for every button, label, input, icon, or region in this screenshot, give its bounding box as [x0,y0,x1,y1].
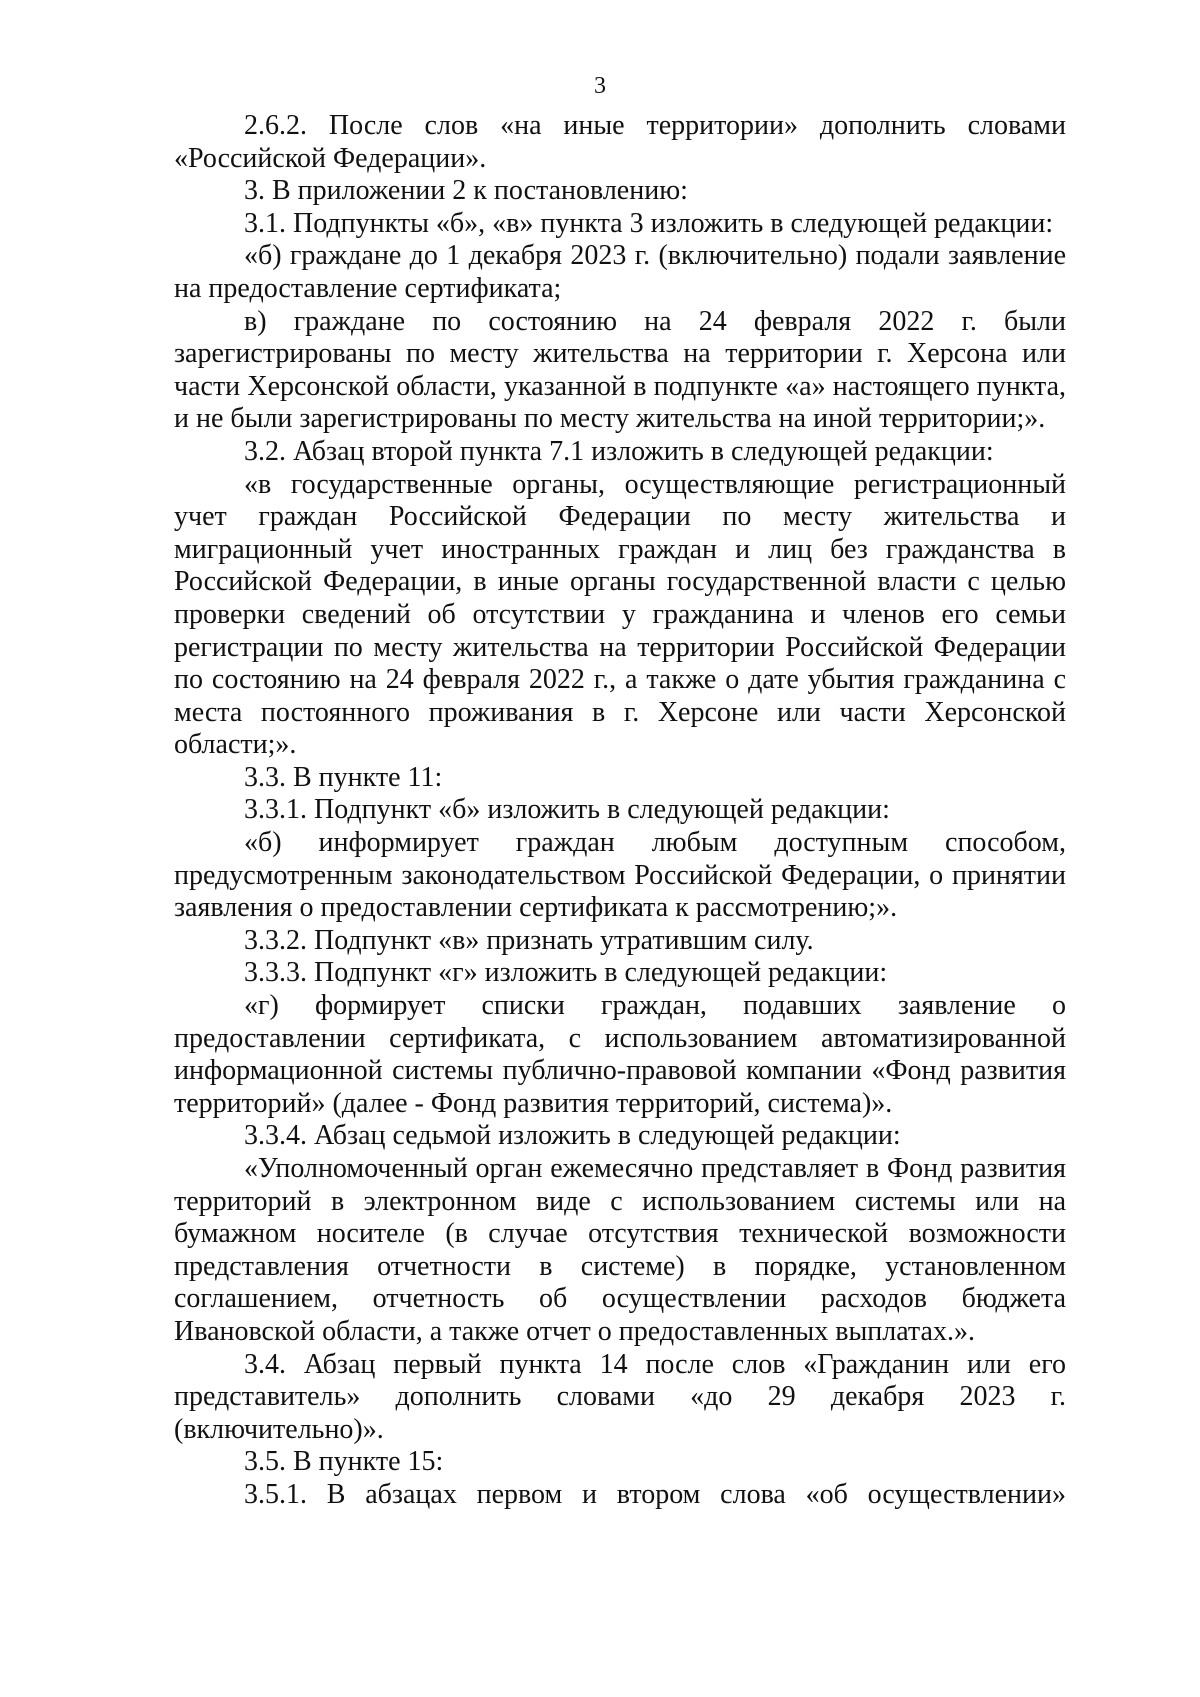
paragraph-3-2-text: «в государственные органы, осуществляющие регистрационный учет граждан Российской Федерации по месту жительства и миграционный учет иностранных граждан и лиц без гражданства в Российской Федерации, в иные органы государственной власти с целью проверки сведений об отсутствии у гражданина и членов его семьи регистрации по месту жительства на территории Российской Федерации по состоянию на 24 февраля 2022 г., а также о дате убытия гражданина с места постоянного проживания в г. Херсоне или части Херсонской области;». [174,468,1066,761]
paragraph-3-1-v: в) граждане по состоянию на 24 февраля 2022 г. были зарегистрированы по месту жительства на территории г. Херсона или части Херсонской области, указанной в подпункте «а» настоящего пункта, и не были зарегистрированы по месту жительства на иной территории;». [174,305,1066,435]
paragraph-3-3-4: 3.3.4. Абзац седьмой изложить в следующей редакции: [244,1120,901,1152]
paragraph-3-3-1-text: «б) информирует граждан любым доступным способом, предусмотренным законодательством Российской Федерации, о принятии заявления о предоставлении сертификата к рассмотрению;». [174,827,1066,924]
paragraph-3-3-3-text: «г) формирует списки граждан, подавших заявление о предоставлении сертификата, с использованием автоматизированной информационной системы публично-правовой компании «Фонд развития территорий» (далее - Фонд развития территорий, система)». [174,990,1066,1119]
document-body [174,110,1066,1512]
paragraph-3-5-1: 3.5.1. В абзацах первом и втором слова «об осуществлении» [244,1478,1066,1510]
paragraph-3-3-1: 3.3.1. Подпункт «б» изложить в следующей редакции: [244,794,890,826]
paragraph-3-3: 3.3. В пункте 11: [244,761,443,793]
paragraph-3-3-4-text: «Уполномоченный орган ежемесячно представляет в Фонд развития территорий в электронном виде с использованием системы или на бумажном носителе (в случае отсутствия технической возможности представления отчетности в системе) в порядке, установленном соглашением, отчетность об осуществлении расходов бюджета Ивановской области, а также отчет о предоставленных выплатах.». [174,1153,1066,1347]
paragraph-3-3-3: 3.3.3. Подпункт «г» изложить в следующей редакции: [244,957,888,989]
paragraph-3-4: 3.4. Абзац первый пункта 14 после слов «Гражданин или его представитель» дополнить словами «до 29 декабря 2023 г. (включительно)». [174,1348,1066,1445]
paragraph-3-1: 3.1. Подпункты «б», «в» пункта 3 изложить в следующей редакции: [244,207,1054,239]
paragraph-3-1-b: «б) граждане до 1 декабря 2023 г. (включительно) подали заявление на предоставление сертификата; [174,240,1066,304]
paragraph-3-5: 3.5. В пункте 15: [244,1446,444,1478]
paragraph-3: 3. В приложении 2 к постановлению: [244,175,688,207]
paragraph-2-6-2: 2.6.2. После слов «на иные территории» дополнить словами «Российской Федерации». [174,110,1066,174]
paragraph-3-2: 3.2. Абзац второй пункта 7.1 изложить в следующей редакции: [244,435,994,467]
paragraph-3-3-2: 3.3.2. Подпункт «в» признать утратившим силу. [244,924,814,956]
page-number: 3 [594,73,606,99]
